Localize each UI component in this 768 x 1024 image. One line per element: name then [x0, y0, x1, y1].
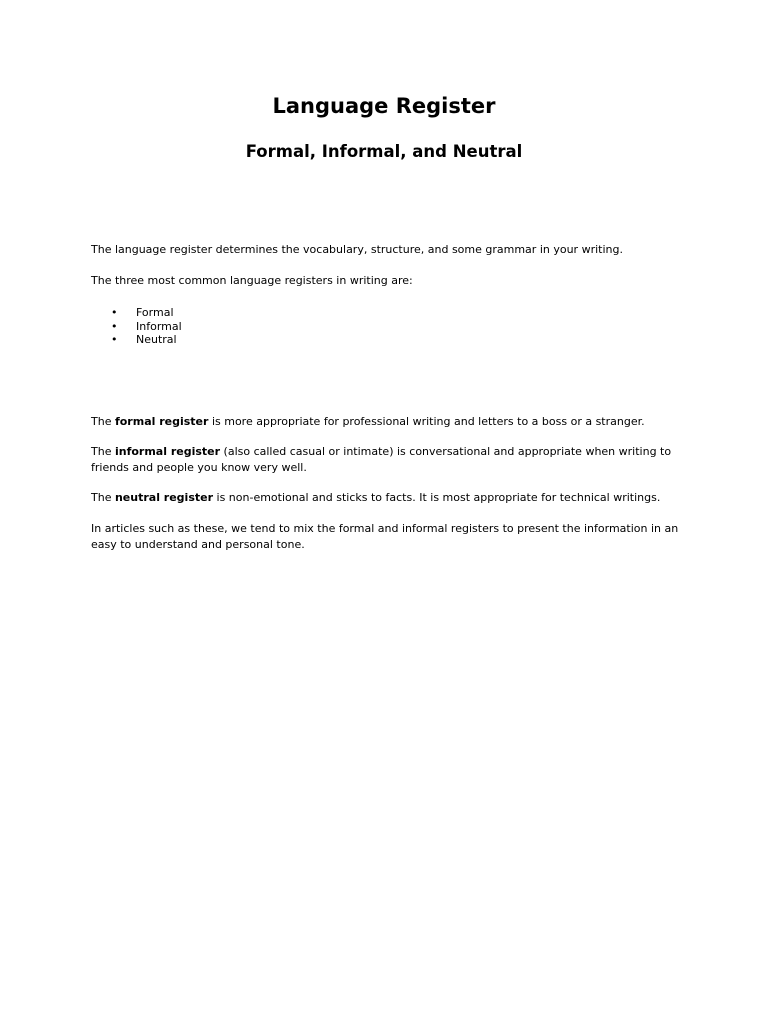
list-item-label: Informal — [136, 319, 182, 333]
paragraph-lead: The — [91, 491, 115, 504]
paragraph-lead: The — [91, 445, 115, 458]
list-item — [91, 333, 182, 347]
list-item-label: Formal — [136, 306, 174, 319]
list-intro-paragraph: The three most common language registers in writing are: — [91, 274, 413, 287]
term-formal-register: formal register — [114, 415, 209, 428]
paragraph-lead: The — [91, 415, 115, 428]
bullet-icon: • — [111, 306, 118, 319]
list-item — [91, 306, 182, 320]
register-list — [91, 306, 182, 347]
paragraph-body: is more appropriate for professional writing and letters to a boss or a stranger. — [208, 415, 645, 428]
list-item-label: Neutral — [136, 333, 177, 347]
informal-register-paragraph — [91, 444, 681, 476]
bullet-icon: • — [111, 319, 118, 333]
term-neutral-register: neutral register — [114, 491, 214, 504]
closing-paragraph: In articles such as these, we tend to mix the formal and informal registers to present the information in an easy to understand and personal tone. — [91, 522, 679, 551]
intro-paragraph: The language register determines the vocabulary, structure, and some grammar in your writing. — [91, 243, 623, 256]
neutral-register-paragraph — [91, 490, 681, 506]
page-subtitle: Formal, Informal, and Neutral — [245, 142, 523, 161]
bullet-icon: • — [111, 333, 118, 347]
list-item — [91, 320, 182, 334]
paragraph-body: (also called casual or intimate) is conversational and appropriate when writing to friends and people you know very well. — [91, 445, 672, 474]
formal-register-paragraph — [91, 414, 681, 430]
term-informal-register: informal register — [114, 445, 221, 458]
page-title: Language Register — [272, 94, 496, 118]
paragraph-body: is non-emotional and sticks to facts. It is most appropriate for technical writings. — [213, 491, 661, 504]
